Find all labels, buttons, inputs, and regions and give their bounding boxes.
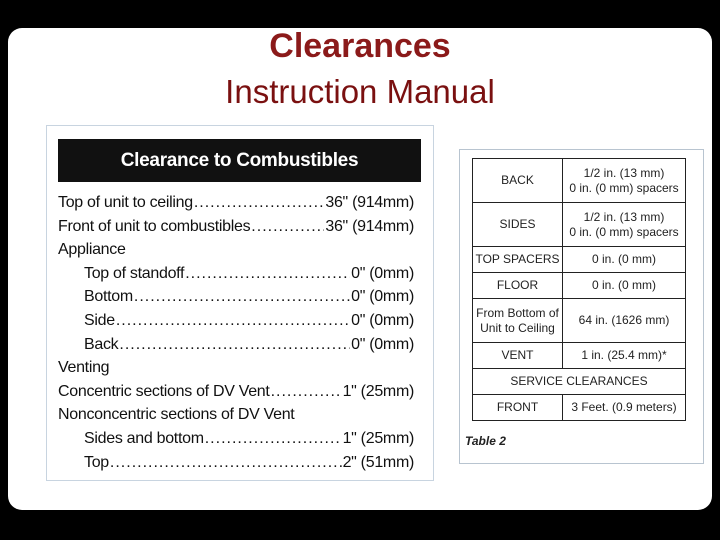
table-cell-value: 1 in. (25.4 mm)* xyxy=(563,343,686,369)
table-cell-label: From Bottom of Unit to Ceiling xyxy=(473,299,563,343)
table-row xyxy=(473,343,686,369)
clearance-row xyxy=(58,241,414,265)
clearance-label: Concentric sections of DV Vent xyxy=(58,382,270,400)
leader-dots xyxy=(185,265,350,283)
table-cell-label: FLOOR xyxy=(473,273,563,299)
clearance-label: Top of standoff xyxy=(84,264,185,282)
clearance-value: 2" (51mm) xyxy=(342,453,414,471)
table-row xyxy=(473,273,686,299)
slide xyxy=(8,28,712,510)
clearance-value: 1" (25mm) xyxy=(342,429,414,447)
clearance-row xyxy=(58,383,414,407)
clearance-table xyxy=(472,158,686,421)
clearance-row xyxy=(58,194,414,218)
leader-dots xyxy=(134,288,350,306)
leader-dots xyxy=(205,430,342,448)
clearance-heading: Clearance to Combustibles xyxy=(58,139,421,182)
table-cell-label: SIDES xyxy=(473,203,563,247)
leader-dots xyxy=(271,383,342,401)
table-row xyxy=(473,299,686,343)
clearance-list xyxy=(58,194,414,477)
table-cell-value: 1/2 in. (13 mm) 0 in. (0 mm) spacers xyxy=(563,159,686,203)
table-cell-value: 0 in. (0 mm) xyxy=(563,247,686,273)
clearance-label: Front of unit to combustibles xyxy=(58,217,251,235)
table-cell-value: 0 in. (0 mm) xyxy=(563,273,686,299)
table-cell-label: VENT xyxy=(473,343,563,369)
leader-dots xyxy=(116,312,350,330)
slide-title: Clearances xyxy=(269,28,451,65)
clearance-label: Sides and bottom xyxy=(84,429,204,447)
clearance-row xyxy=(58,312,414,336)
leader-dots xyxy=(119,336,350,354)
clearance-row xyxy=(58,336,414,360)
table-cell-value: 1/2 in. (13 mm) 0 in. (0 mm) spacers xyxy=(563,203,686,247)
clearance-value: 0" (0mm) xyxy=(351,288,414,306)
table-cell-label: BACK xyxy=(473,159,563,203)
clearance-row xyxy=(58,288,414,312)
clearance-label: Bottom xyxy=(84,288,133,306)
table-row xyxy=(473,395,686,421)
clearance-value: 0" (0mm) xyxy=(351,311,414,329)
table-cell-value: 3 Feet. (0.9 meters) xyxy=(563,395,686,421)
clearance-value: 36" (914mm) xyxy=(325,217,414,235)
table-row xyxy=(473,369,686,395)
clearance-row xyxy=(58,218,414,242)
clearance-label: Back xyxy=(84,335,119,353)
slide-subtitle: Instruction Manual xyxy=(225,73,495,110)
table-caption: Table 2 xyxy=(465,434,506,448)
clearance-label: Venting xyxy=(58,359,110,377)
clearance-value: 0" (0mm) xyxy=(351,335,414,353)
clearance-label: Top of unit to ceiling xyxy=(58,194,193,211)
table-2-panel xyxy=(459,149,704,464)
clearance-value: 36" (914mm) xyxy=(325,194,414,211)
table-cell-label: SERVICE CLEARANCES xyxy=(473,369,686,395)
clearance-row xyxy=(58,406,414,430)
table-row xyxy=(473,247,686,273)
clearance-label: Nonconcentric sections of DV Vent xyxy=(58,406,295,424)
clearance-row xyxy=(58,265,414,289)
table-row xyxy=(473,203,686,247)
table-cell-label: FRONT xyxy=(473,395,563,421)
clearance-row xyxy=(58,359,414,383)
clearance-value: 0" (0mm) xyxy=(351,264,414,282)
clearance-value: 1" (25mm) xyxy=(342,382,414,400)
clearance-label: Appliance xyxy=(58,241,126,259)
table-cell-label: TOP SPACERS xyxy=(473,247,563,273)
clearance-label: Top xyxy=(84,453,109,471)
leader-dots xyxy=(110,454,342,472)
table-cell-value: 64 in. (1626 mm) xyxy=(563,299,686,343)
leader-dots xyxy=(251,218,324,236)
clearance-label: Side xyxy=(84,311,115,329)
clearance-row xyxy=(58,454,414,478)
table-row xyxy=(473,159,686,203)
clearance-to-combustibles-panel xyxy=(46,125,434,481)
clearance-row xyxy=(58,430,414,454)
leader-dots xyxy=(194,194,325,212)
